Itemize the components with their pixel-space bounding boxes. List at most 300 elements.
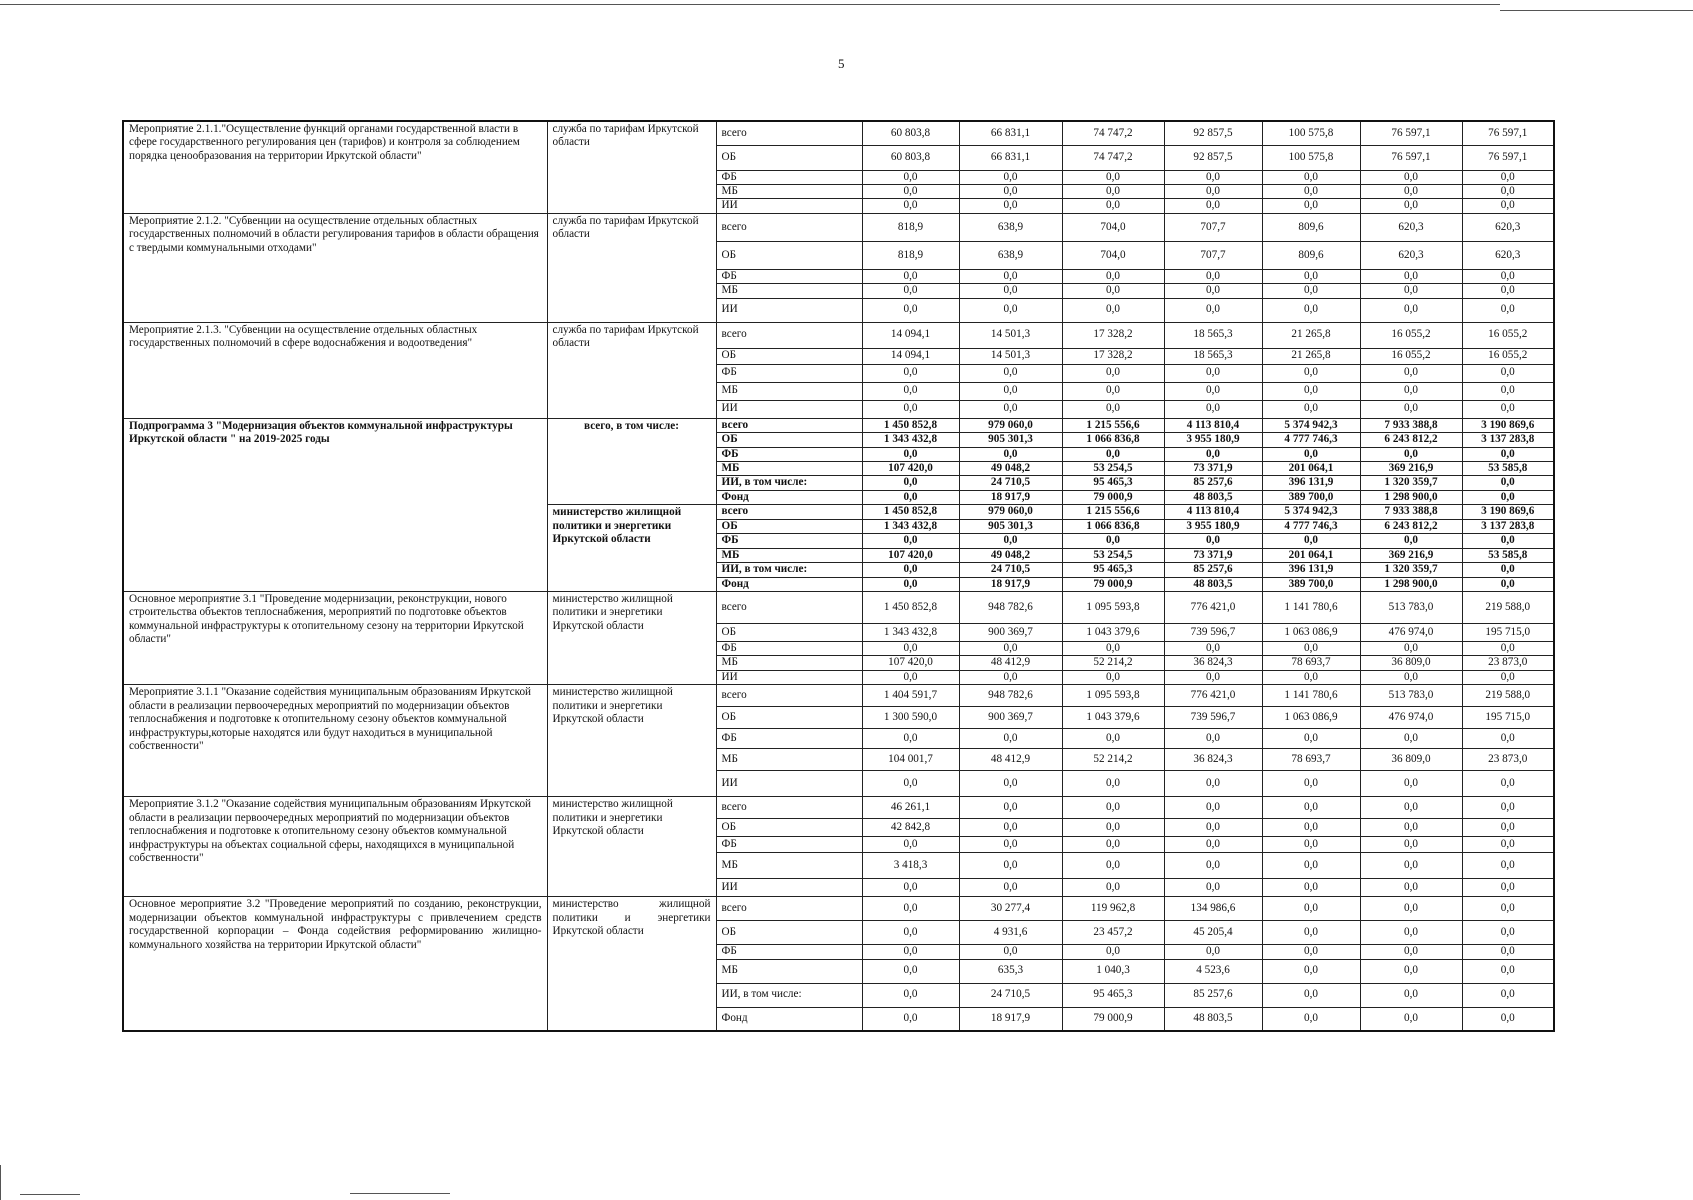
amount-cell: 195 715,0	[1462, 623, 1554, 641]
executor-cell: министерство жилищной политики и энергетики Иркутской области	[547, 897, 716, 1031]
amount-cell: 0,0	[862, 983, 959, 1007]
amount-cell: 0,0	[1262, 729, 1360, 749]
amount-cell: 52 214,2	[1062, 656, 1164, 670]
amount-cell: 0,0	[1062, 364, 1164, 382]
amount-cell: 6 243 812,2	[1360, 519, 1462, 533]
amount-cell: 0,0	[1262, 771, 1360, 797]
amount-cell: 3 190 869,6	[1462, 418, 1554, 432]
amount-cell: 0,0	[1462, 837, 1554, 853]
amount-cell: 0,0	[1360, 897, 1462, 921]
funding-source-cell: всего	[716, 505, 862, 519]
amount-cell: 76 597,1	[1462, 145, 1554, 170]
amount-cell: 0,0	[1062, 771, 1164, 797]
amount-cell: 45 205,4	[1164, 921, 1262, 945]
activity-name-cell: Мероприятие 2.1.1."Осуществление функций органами государственной власти в сфере государственного регулирования цен (тарифов) и контроля за соблюдением порядка ценообразования на территории Иркутской области"	[123, 121, 547, 213]
amount-cell: 0,0	[1164, 184, 1262, 198]
amount-cell: 3 137 283,8	[1462, 433, 1554, 447]
amount-cell: 0,0	[1164, 170, 1262, 184]
amount-cell: 24 710,5	[959, 476, 1062, 490]
amount-cell: 18 917,9	[959, 490, 1062, 504]
amount-cell: 0,0	[1462, 670, 1554, 684]
amount-cell: 0,0	[862, 298, 959, 322]
amount-cell: 0,0	[1360, 837, 1462, 853]
amount-cell: 0,0	[1062, 819, 1164, 837]
amount-cell: 0,0	[1462, 199, 1554, 213]
funding-source-cell: ОБ	[716, 623, 862, 641]
amount-cell: 0,0	[1360, 364, 1462, 382]
amount-cell: 0,0	[1262, 199, 1360, 213]
amount-cell: 0,0	[1262, 945, 1360, 959]
table-row	[123, 418, 1554, 432]
funding-source-cell: всего	[716, 591, 862, 623]
funding-source-cell: всего	[716, 418, 862, 432]
funding-source-cell: ИИ, в том числе:	[716, 476, 862, 490]
amount-cell: 74 747,2	[1062, 145, 1164, 170]
amount-cell: 0,0	[862, 879, 959, 897]
amount-cell: 0,0	[862, 563, 959, 577]
funding-source-cell: ОБ	[716, 348, 862, 364]
amount-cell: 0,0	[862, 837, 959, 853]
amount-cell: 0,0	[1164, 364, 1262, 382]
amount-cell: 0,0	[1360, 921, 1462, 945]
amount-cell: 219 588,0	[1462, 685, 1554, 707]
table-row	[123, 685, 1554, 707]
amount-cell: 0,0	[1262, 1007, 1360, 1031]
amount-cell: 1 320 359,7	[1360, 476, 1462, 490]
amount-cell: 396 131,9	[1262, 476, 1360, 490]
amount-cell: 78 693,7	[1262, 749, 1360, 771]
amount-cell: 1 320 359,7	[1360, 563, 1462, 577]
amount-cell: 73 371,9	[1164, 548, 1262, 562]
amount-cell: 79 000,9	[1062, 577, 1164, 591]
amount-cell: 21 265,8	[1262, 348, 1360, 364]
amount-cell: 0,0	[1462, 400, 1554, 418]
amount-cell: 53 254,5	[1062, 548, 1164, 562]
funding-source-cell: ИИ	[716, 879, 862, 897]
amount-cell: 818,9	[862, 213, 959, 241]
amount-cell: 52 214,2	[1062, 749, 1164, 771]
amount-cell: 0,0	[1164, 284, 1262, 298]
amount-cell: 74 747,2	[1062, 121, 1164, 145]
scan-edge-line	[0, 1165, 1, 1200]
amount-cell: 0,0	[1360, 284, 1462, 298]
scan-edge-line	[350, 1193, 450, 1194]
amount-cell: 0,0	[1164, 447, 1262, 461]
amount-cell: 0,0	[862, 199, 959, 213]
amount-cell: 0,0	[1262, 382, 1360, 400]
amount-cell: 95 465,3	[1062, 983, 1164, 1007]
amount-cell: 0,0	[1164, 837, 1262, 853]
amount-cell: 53 585,8	[1462, 548, 1554, 562]
amount-cell: 104 001,7	[862, 749, 959, 771]
amount-cell: 1 043 379,6	[1062, 707, 1164, 729]
amount-cell: 0,0	[862, 897, 959, 921]
amount-cell: 0,0	[1062, 853, 1164, 879]
executor-cell: всего, в том числе:	[547, 418, 716, 505]
scan-edge-line	[1500, 10, 1693, 11]
amount-cell: 21 265,8	[1262, 322, 1360, 348]
amount-cell: 0,0	[1360, 298, 1462, 322]
amount-cell: 0,0	[1462, 983, 1554, 1007]
amount-cell: 809,6	[1262, 241, 1360, 269]
amount-cell: 0,0	[1360, 983, 1462, 1007]
amount-cell: 0,0	[1360, 1007, 1462, 1031]
executor-cell: министерство жилищной политики и энергетики Иркутской области	[547, 685, 716, 797]
amount-cell: 0,0	[1062, 199, 1164, 213]
amount-cell: 66 831,1	[959, 145, 1062, 170]
amount-cell: 396 131,9	[1262, 563, 1360, 577]
amount-cell: 0,0	[1062, 670, 1164, 684]
amount-cell: 0,0	[862, 476, 959, 490]
amount-cell: 513 783,0	[1360, 591, 1462, 623]
activity-name-cell: Мероприятие 3.1.1 "Оказание содействия муниципальным образованиям Иркутской области в реализации первоочередных мероприятий по модернизации объектов теплоснабжения и подготовке к отопительному сезону объектов коммунальной инфраструктуры,которые находятся или будут находиться в муниципальной собственности"	[123, 685, 547, 797]
funding-source-cell: ИИ	[716, 298, 862, 322]
amount-cell: 92 857,5	[1164, 145, 1262, 170]
amount-cell: 107 420,0	[862, 656, 959, 670]
amount-cell: 100 575,8	[1262, 121, 1360, 145]
amount-cell: 36 809,0	[1360, 656, 1462, 670]
amount-cell: 1 343 432,8	[862, 433, 959, 447]
amount-cell: 0,0	[959, 670, 1062, 684]
funding-source-cell: ФБ	[716, 945, 862, 959]
amount-cell: 195 715,0	[1462, 707, 1554, 729]
amount-cell: 0,0	[862, 170, 959, 184]
amount-cell: 0,0	[1062, 837, 1164, 853]
amount-cell: 0,0	[959, 729, 1062, 749]
amount-cell: 4 931,6	[959, 921, 1062, 945]
amount-cell: 389 700,0	[1262, 577, 1360, 591]
page-number: 5	[838, 56, 845, 71]
amount-cell: 389 700,0	[1262, 490, 1360, 504]
amount-cell: 1 298 900,0	[1360, 490, 1462, 504]
amount-cell: 809,6	[1262, 213, 1360, 241]
amount-cell: 620,3	[1360, 213, 1462, 241]
amount-cell: 0,0	[1360, 184, 1462, 198]
amount-cell: 0,0	[1462, 921, 1554, 945]
amount-cell: 0,0	[959, 184, 1062, 198]
funding-source-cell: ОБ	[716, 519, 862, 533]
amount-cell: 48 803,5	[1164, 1007, 1262, 1031]
amount-cell: 0,0	[862, 184, 959, 198]
amount-cell: 18 917,9	[959, 577, 1062, 591]
amount-cell: 1 298 900,0	[1360, 577, 1462, 591]
amount-cell: 1 040,3	[1062, 959, 1164, 983]
funding-source-cell: ФБ	[716, 447, 862, 461]
amount-cell: 18 565,3	[1164, 348, 1262, 364]
amount-cell: 0,0	[862, 284, 959, 298]
amount-cell: 95 465,3	[1062, 476, 1164, 490]
amount-cell: 7 933 388,8	[1360, 505, 1462, 519]
amount-cell: 36 824,3	[1164, 749, 1262, 771]
amount-cell: 0,0	[959, 797, 1062, 819]
amount-cell: 49 048,2	[959, 462, 1062, 476]
amount-cell: 6 243 812,2	[1360, 433, 1462, 447]
amount-cell: 0,0	[862, 364, 959, 382]
amount-cell: 0,0	[1462, 447, 1554, 461]
amount-cell: 0,0	[862, 945, 959, 959]
amount-cell: 0,0	[1164, 771, 1262, 797]
amount-cell: 0,0	[1462, 879, 1554, 897]
amount-cell: 46 261,1	[862, 797, 959, 819]
amount-cell: 476 974,0	[1360, 623, 1462, 641]
amount-cell: 0,0	[1262, 879, 1360, 897]
amount-cell: 0,0	[1062, 184, 1164, 198]
amount-cell: 0,0	[959, 853, 1062, 879]
funding-source-cell: ИИ	[716, 199, 862, 213]
funding-source-cell: МБ	[716, 959, 862, 983]
amount-cell: 36 809,0	[1360, 749, 1462, 771]
amount-cell: 0,0	[1262, 364, 1360, 382]
amount-cell: 0,0	[1462, 771, 1554, 797]
funding-source-cell: ОБ	[716, 241, 862, 269]
amount-cell: 0,0	[1360, 670, 1462, 684]
amount-cell: 0,0	[1360, 170, 1462, 184]
amount-cell: 0,0	[1360, 771, 1462, 797]
amount-cell: 1 404 591,7	[862, 685, 959, 707]
amount-cell: 0,0	[1462, 959, 1554, 983]
amount-cell: 60 803,8	[862, 145, 959, 170]
amount-cell: 14 094,1	[862, 322, 959, 348]
amount-cell: 16 055,2	[1360, 322, 1462, 348]
amount-cell: 92 857,5	[1164, 121, 1262, 145]
amount-cell: 14 094,1	[862, 348, 959, 364]
amount-cell: 0,0	[1262, 853, 1360, 879]
amount-cell: 635,3	[959, 959, 1062, 983]
amount-cell: 0,0	[1462, 284, 1554, 298]
funding-source-cell: ФБ	[716, 364, 862, 382]
amount-cell: 638,9	[959, 213, 1062, 241]
amount-cell: 0,0	[1462, 184, 1554, 198]
amount-cell: 1 066 836,8	[1062, 519, 1164, 533]
amount-cell: 107 420,0	[862, 462, 959, 476]
scan-edge-line	[20, 1194, 80, 1195]
funding-source-cell: ИИ, в том числе:	[716, 983, 862, 1007]
amount-cell: 0,0	[1462, 897, 1554, 921]
amount-cell: 0,0	[1164, 641, 1262, 655]
amount-cell: 0,0	[959, 284, 1062, 298]
amount-cell: 0,0	[1062, 382, 1164, 400]
amount-cell: 78 693,7	[1262, 656, 1360, 670]
amount-cell: 0,0	[1062, 534, 1164, 548]
amount-cell: 17 328,2	[1062, 322, 1164, 348]
amount-cell: 0,0	[1262, 269, 1360, 283]
funding-source-cell: Фонд	[716, 490, 862, 504]
amount-cell: 1 450 852,8	[862, 418, 959, 432]
funding-source-cell: ФБ	[716, 837, 862, 853]
amount-cell: 0,0	[1164, 298, 1262, 322]
amount-cell: 48 412,9	[959, 656, 1062, 670]
amount-cell: 905 301,3	[959, 433, 1062, 447]
amount-cell: 0,0	[1062, 269, 1164, 283]
amount-cell: 1 141 780,6	[1262, 591, 1360, 623]
amount-cell: 0,0	[1360, 400, 1462, 418]
amount-cell: 7 933 388,8	[1360, 418, 1462, 432]
amount-cell: 1 063 086,9	[1262, 623, 1360, 641]
amount-cell: 0,0	[1462, 476, 1554, 490]
table-row	[123, 591, 1554, 623]
amount-cell: 3 190 869,6	[1462, 505, 1554, 519]
amount-cell: 85 257,6	[1164, 563, 1262, 577]
amount-cell: 620,3	[1462, 213, 1554, 241]
amount-cell: 23 873,0	[1462, 749, 1554, 771]
activity-name-cell: Основное мероприятие 3.2 "Проведение мероприятий по созданию, реконструкции, модернизации объектов коммунальной инфраструктуры с привлечением средств государственной корпорации – Фонда содействия реформированию жилищно-коммунального хозяйства на территории Иркутской области"	[123, 897, 547, 1031]
amount-cell: 0,0	[1062, 641, 1164, 655]
funding-source-cell: МБ	[716, 462, 862, 476]
amount-cell: 0,0	[862, 490, 959, 504]
amount-cell: 0,0	[1462, 298, 1554, 322]
amount-cell: 638,9	[959, 241, 1062, 269]
amount-cell: 0,0	[862, 729, 959, 749]
amount-cell: 4 523,6	[1164, 959, 1262, 983]
amount-cell: 4 777 746,3	[1262, 519, 1360, 533]
amount-cell: 0,0	[1462, 269, 1554, 283]
scan-edge-line	[0, 4, 1500, 5]
funding-source-cell: всего	[716, 213, 862, 241]
amount-cell: 776 421,0	[1164, 685, 1262, 707]
amount-cell: 0,0	[1462, 563, 1554, 577]
amount-cell: 23 873,0	[1462, 656, 1554, 670]
amount-cell: 0,0	[1062, 729, 1164, 749]
table-row	[123, 213, 1554, 241]
amount-cell: 620,3	[1360, 241, 1462, 269]
amount-cell: 1 066 836,8	[1062, 433, 1164, 447]
funding-source-cell: МБ	[716, 184, 862, 198]
amount-cell: 948 782,6	[959, 685, 1062, 707]
amount-cell: 979 060,0	[959, 505, 1062, 519]
amount-cell: 60 803,8	[862, 121, 959, 145]
funding-source-cell: Фонд	[716, 577, 862, 591]
amount-cell: 76 597,1	[1360, 145, 1462, 170]
amount-cell: 979 060,0	[959, 418, 1062, 432]
amount-cell: 0,0	[1164, 879, 1262, 897]
amount-cell: 0,0	[1462, 490, 1554, 504]
amount-cell: 0,0	[862, 921, 959, 945]
funding-source-cell: МБ	[716, 656, 862, 670]
amount-cell: 0,0	[959, 170, 1062, 184]
amount-cell: 100 575,8	[1262, 145, 1360, 170]
amount-cell: 0,0	[959, 447, 1062, 461]
amount-cell: 0,0	[1262, 670, 1360, 684]
amount-cell: 818,9	[862, 241, 959, 269]
amount-cell: 76 597,1	[1462, 121, 1554, 145]
amount-cell: 5 374 942,3	[1262, 505, 1360, 519]
amount-cell: 0,0	[862, 1007, 959, 1031]
amount-cell: 0,0	[1462, 819, 1554, 837]
funding-source-cell: всего	[716, 685, 862, 707]
amount-cell: 49 048,2	[959, 548, 1062, 562]
amount-cell: 85 257,6	[1164, 983, 1262, 1007]
amount-cell: 0,0	[1164, 729, 1262, 749]
amount-cell: 36 824,3	[1164, 656, 1262, 670]
activity-name-cell: Мероприятие 2.1.3. "Субвенции на осуществление отдельных областных государственных полномочий в сфере водоснабжения и водоотведения"	[123, 322, 547, 418]
executor-cell: служба по тарифам Иркутской области	[547, 322, 716, 418]
amount-cell: 0,0	[862, 641, 959, 655]
amount-cell: 0,0	[1164, 819, 1262, 837]
amount-cell: 3 955 180,9	[1164, 433, 1262, 447]
amount-cell: 0,0	[959, 879, 1062, 897]
amount-cell: 30 277,4	[959, 897, 1062, 921]
amount-cell: 0,0	[959, 819, 1062, 837]
funding-source-cell: всего	[716, 797, 862, 819]
amount-cell: 0,0	[1262, 837, 1360, 853]
funding-source-cell: ОБ	[716, 433, 862, 447]
amount-cell: 0,0	[1062, 170, 1164, 184]
amount-cell: 48 803,5	[1164, 577, 1262, 591]
amount-cell: 513 783,0	[1360, 685, 1462, 707]
amount-cell: 0,0	[1262, 284, 1360, 298]
funding-source-cell: МБ	[716, 749, 862, 771]
amount-cell: 119 962,8	[1062, 897, 1164, 921]
amount-cell: 48 803,5	[1164, 490, 1262, 504]
amount-cell: 0,0	[959, 364, 1062, 382]
amount-cell: 14 501,3	[959, 322, 1062, 348]
table-row	[123, 322, 1554, 348]
amount-cell: 1 063 086,9	[1262, 707, 1360, 729]
amount-cell: 0,0	[862, 959, 959, 983]
funding-source-cell: ИИ	[716, 771, 862, 797]
amount-cell: 1 215 556,6	[1062, 505, 1164, 519]
amount-cell: 66 831,1	[959, 121, 1062, 145]
amount-cell: 0,0	[959, 771, 1062, 797]
amount-cell: 900 369,7	[959, 707, 1062, 729]
executor-cell: министерство жилищной политики и энергетики Иркутской области	[547, 505, 716, 592]
amount-cell: 95 465,3	[1062, 563, 1164, 577]
amount-cell: 905 301,3	[959, 519, 1062, 533]
funding-source-cell: ИИ, в том числе:	[716, 563, 862, 577]
amount-cell: 0,0	[1462, 170, 1554, 184]
amount-cell: 24 710,5	[959, 983, 1062, 1007]
amount-cell: 16 055,2	[1462, 322, 1554, 348]
executor-cell: служба по тарифам Иркутской области	[547, 213, 716, 322]
amount-cell: 1 215 556,6	[1062, 418, 1164, 432]
amount-cell: 0,0	[1462, 729, 1554, 749]
amount-cell: 0,0	[1262, 184, 1360, 198]
amount-cell: 0,0	[1262, 298, 1360, 322]
amount-cell: 0,0	[1062, 879, 1164, 897]
amount-cell: 0,0	[1462, 1007, 1554, 1031]
amount-cell: 0,0	[1462, 945, 1554, 959]
amount-cell: 85 257,6	[1164, 476, 1262, 490]
amount-cell: 0,0	[1062, 945, 1164, 959]
amount-cell: 0,0	[1262, 983, 1360, 1007]
amount-cell: 4 113 810,4	[1164, 418, 1262, 432]
amount-cell: 79 000,9	[1062, 490, 1164, 504]
amount-cell: 0,0	[959, 837, 1062, 853]
executor-cell: министерство жилищной политики и энергетики Иркутской области	[547, 591, 716, 684]
amount-cell: 24 710,5	[959, 563, 1062, 577]
amount-cell: 0,0	[1262, 897, 1360, 921]
amount-cell: 0,0	[1360, 797, 1462, 819]
amount-cell: 0,0	[1360, 853, 1462, 879]
amount-cell: 0,0	[1462, 577, 1554, 591]
funding-source-cell: ИИ	[716, 400, 862, 418]
amount-cell: 0,0	[1062, 797, 1164, 819]
amount-cell: 1 141 780,6	[1262, 685, 1360, 707]
amount-cell: 0,0	[1262, 921, 1360, 945]
amount-cell: 0,0	[1262, 797, 1360, 819]
funding-source-cell: ФБ	[716, 534, 862, 548]
amount-cell: 0,0	[1360, 534, 1462, 548]
amount-cell: 0,0	[1164, 670, 1262, 684]
amount-cell: 0,0	[959, 534, 1062, 548]
amount-cell: 948 782,6	[959, 591, 1062, 623]
amount-cell: 0,0	[959, 298, 1062, 322]
amount-cell: 0,0	[1262, 534, 1360, 548]
amount-cell: 0,0	[1462, 797, 1554, 819]
funding-source-cell: ОБ	[716, 819, 862, 837]
amount-cell: 0,0	[1360, 729, 1462, 749]
amount-cell: 0,0	[1262, 641, 1360, 655]
